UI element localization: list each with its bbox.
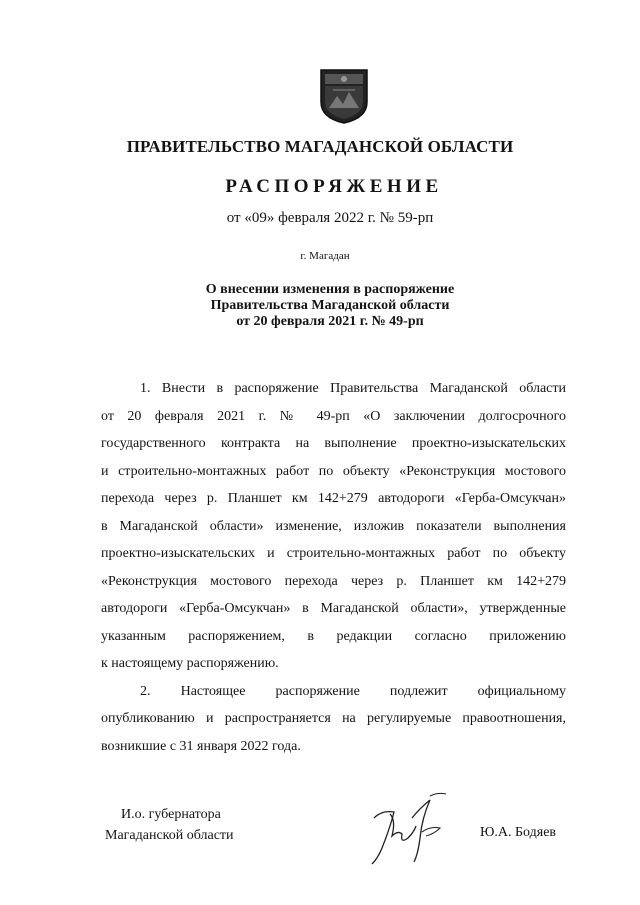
position-line: Магаданской области [105, 828, 234, 843]
document-subject [0, 282, 640, 330]
body-line: от 20 февраля 2021 г. № 49-рп «О заключении долгосрочного [101, 408, 566, 424]
government-title: ПРАВИТЕЛЬСТВО МАГАДАНСКОЙ ОБЛАСТИ [126, 137, 514, 156]
position-line: И.о. губернатора [121, 807, 221, 822]
document-city: г. Магадан [300, 250, 350, 262]
subject-line: от 20 февраля 2021 г. № 49-рп [236, 314, 424, 329]
body-line: 1. Внести в распоряжение Правительства Магаданской области [140, 381, 566, 396]
body-line: в Магаданской области» изменение, изложив показатели выполнения [101, 518, 566, 534]
body-line: перехода через р. Планшет км 142+279 автодороги «Герба-Омсукчан» [101, 491, 566, 506]
handwritten-signature [360, 788, 450, 868]
body-line: к настоящему распоряжению. [101, 656, 279, 671]
document-date-number: от «09» февраля 2022 г. № 59-рп [226, 210, 434, 226]
document-type: РАСПОРЯЖЕНИЕ [225, 176, 443, 197]
body-line: автодороги «Герба-Омсукчан» в Магаданской области», утвержденные [101, 601, 566, 616]
body-line: «Реконструкция мостового перехода через р. Планшет км 142+279 [101, 573, 566, 589]
subject-line: О внесении изменения в распоряжение [205, 282, 455, 297]
signatory-position [105, 804, 234, 846]
signatory-name: Ю.А. Бодяев [480, 825, 557, 840]
document-body [101, 379, 566, 764]
body-line: опубликованию и распространяется на регулируемые правоотношения, [101, 711, 566, 726]
body-line: возникшие с 31 января 2022 года. [101, 738, 301, 754]
body-line: и строительно-монтажных работ по объекту «Реконструкция мостового [101, 463, 566, 479]
body-line: государственного контракта на выполнение проектно-изыскательских [101, 436, 566, 451]
body-line: проектно-изыскательских и строительно-монтажных работ по объекту [101, 546, 566, 561]
body-line: 2. Настоящее распоряжение подлежит официальному [140, 683, 566, 699]
body-line: указанным распоряжением, в редакции согласно приложению [101, 628, 566, 644]
subject-line: Правительства Магаданской области [210, 298, 450, 313]
coat-of-arms-icon [319, 68, 369, 124]
